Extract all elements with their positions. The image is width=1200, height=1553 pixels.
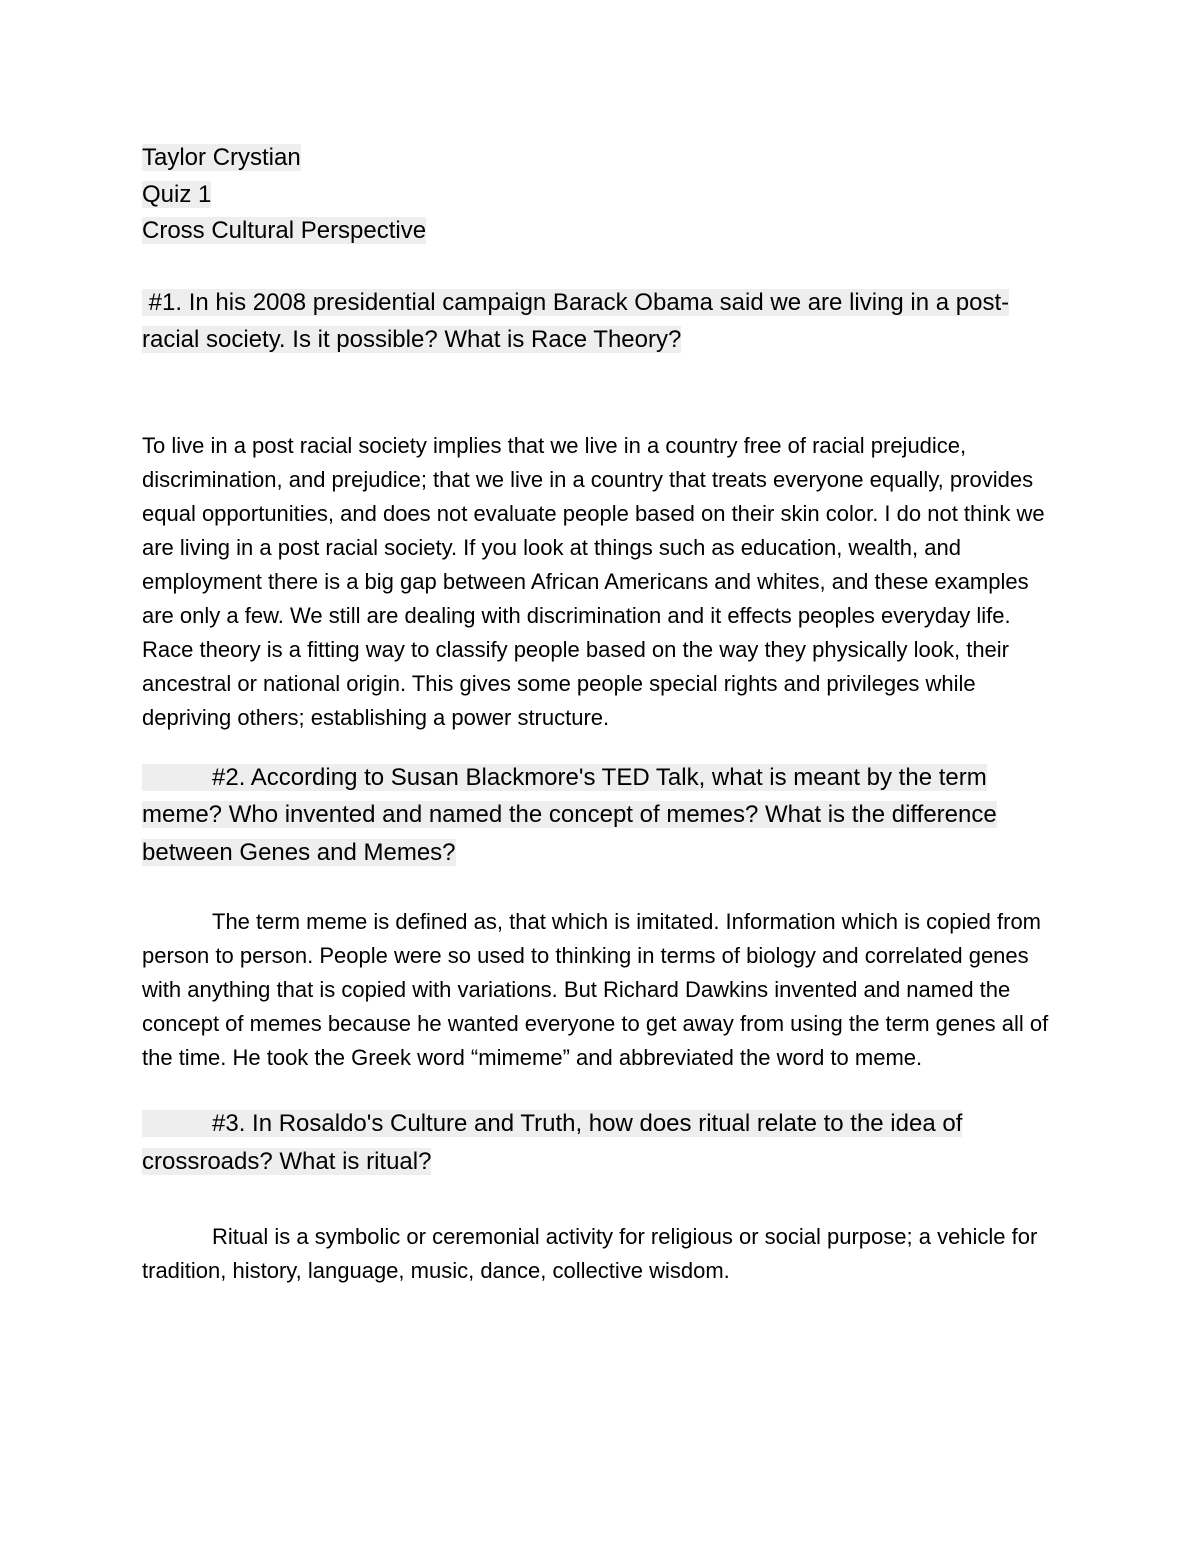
answer-2: [142, 905, 1062, 1075]
document-body: [142, 140, 1062, 1288]
student-name: [142, 140, 1062, 177]
question-2-highlight: [142, 764, 997, 866]
question-3-text: #3. In Rosaldo's Culture and Truth, how does ritual relate to the idea of crossroads? What is ritual?: [142, 1110, 963, 1175]
question-3: [142, 1105, 1062, 1180]
question-1-text: #1. In his 2008 presidential campaign Barack Obama said we are living in a post-racial society. Is it possible? What is Race Theory?: [142, 288, 1010, 354]
question-3-highlight: [142, 1110, 962, 1175]
question-2: [142, 759, 1062, 872]
assignment-title: [142, 177, 1062, 214]
course-title-text: Cross Cultural Perspective: [142, 217, 427, 245]
question-2-text: #2. According to Susan Blackmore's TED Talk, what is meant by the term meme? Who invented and named the concept of memes? What is the difference between Genes and Memes?: [142, 763, 997, 866]
course-title: [142, 213, 1062, 250]
question-1: [142, 284, 1062, 359]
assignment-title-text: Quiz 1: [142, 180, 212, 208]
answer-2-text: The term meme is defined as, that which is imitated. Information which is copied from person to person. People were so used to thinking in terms of biology and correlated genes with anything that is copied with variations. But Richard Dawkins invented and named the concept of memes because he wanted everyone to get away from using the term genes all of the time. He took the Greek word “mimeme” and abbreviated the word to meme.: [142, 909, 1049, 1071]
student-name-text: Taylor Crystian: [142, 144, 301, 171]
answer-3: [142, 1220, 1062, 1288]
answer-3-text: Ritual is a symbolic or ceremonial activity for religious or social purpose; a vehicle for tradition, history, language, music, dance, collective wisdom.: [142, 1224, 1038, 1284]
answer-1: To live in a post racial society implies that we live in a country free of racial prejudice, discrimination, and prejudice; that we live in a country that treats everyone equally, provides equal opportunities, and does not evaluate people based on their skin color. I do not think we are living in a post racial society. If you look at things such as education, wealth, and employment there is a big gap between African Americans and whites, and these examples are only a few. We still are dealing with discrimination and it effects peoples everyday life. Race theory is a fitting way to classify people based on the way they physically look, their ancestral or national origin. This gives some people special rights and privileges while depriving others; establishing a power structure.: [142, 432, 1045, 730]
